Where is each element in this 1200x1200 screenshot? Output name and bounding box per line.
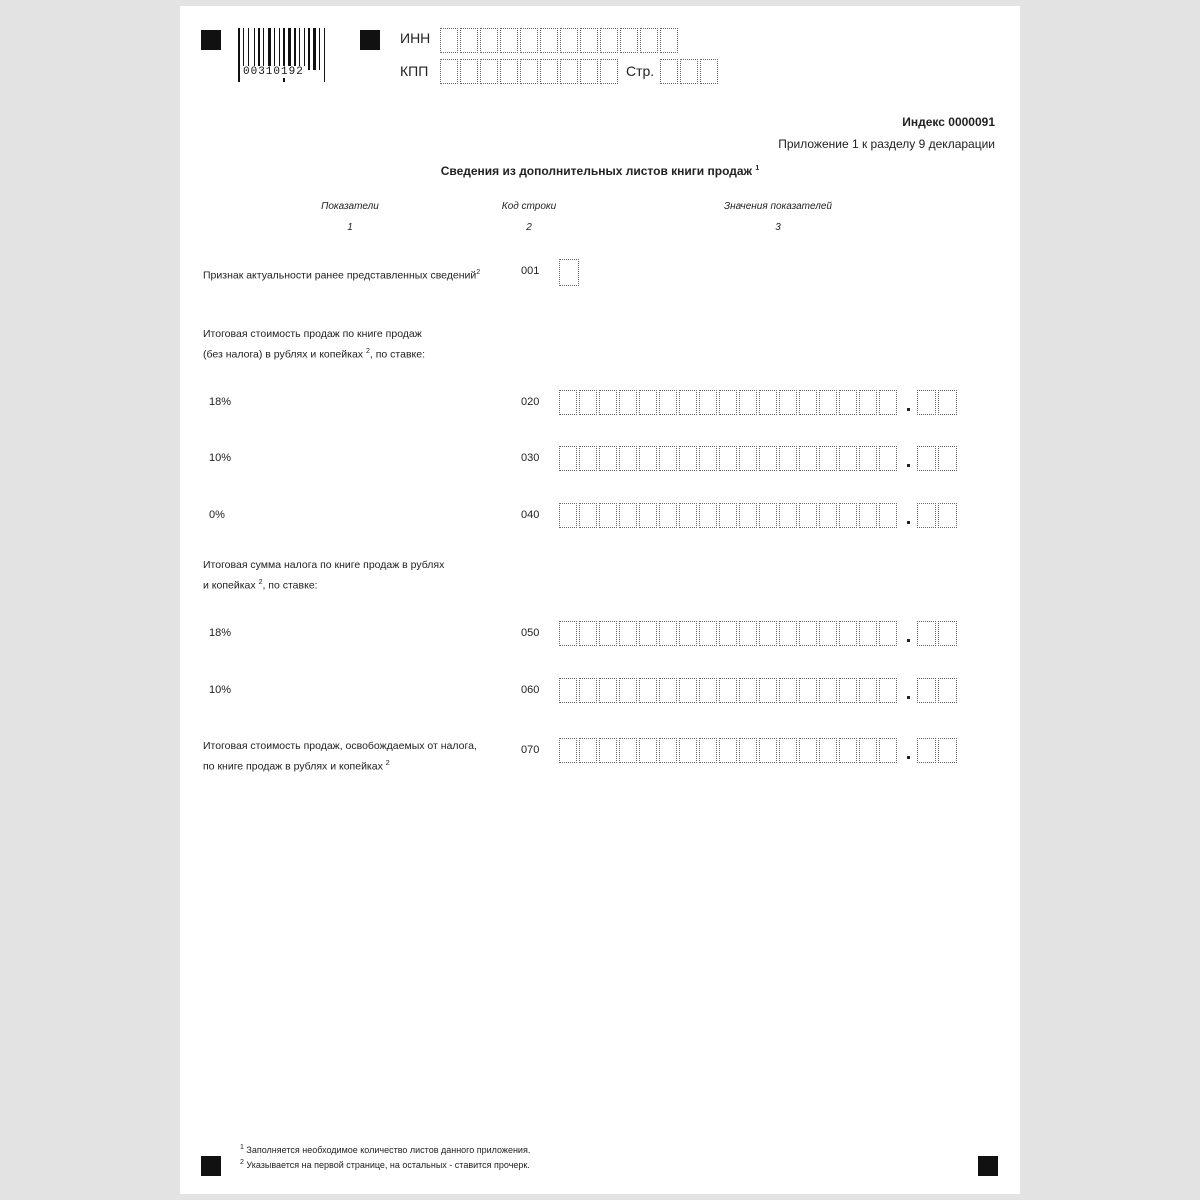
rubles-cell[interactable] <box>659 503 677 528</box>
rubles-cell[interactable] <box>699 503 717 528</box>
tax-sum-group-label: Итоговая сумма налога по книге продаж в рублях и копейках $^2$, по ставке: <box>203 559 445 592</box>
rubles-cell[interactable] <box>559 503 577 528</box>
rubles-cell[interactable] <box>779 390 797 415</box>
rubles-cell[interactable] <box>859 738 877 763</box>
inn-cell[interactable] <box>500 28 518 53</box>
rubles-cell[interactable] <box>859 621 877 646</box>
rubles-cell[interactable] <box>879 621 897 646</box>
inn-cell[interactable] <box>560 28 578 53</box>
barcode-bar <box>279 28 280 70</box>
barcode-bar <box>308 28 310 70</box>
rubles-cell[interactable] <box>839 678 857 703</box>
rubles-cell[interactable] <box>679 621 697 646</box>
rubles-cell[interactable] <box>779 738 797 763</box>
rubles-cell[interactable] <box>779 678 797 703</box>
kpp-cell[interactable] <box>540 59 558 84</box>
corner-marker-bottom-left <box>201 1156 221 1176</box>
rubles-cell[interactable] <box>679 446 697 471</box>
barcode-bar <box>274 28 275 70</box>
rubles-cell[interactable] <box>619 621 637 646</box>
rubles-cell[interactable] <box>879 678 897 703</box>
kpp-cell[interactable] <box>480 59 498 84</box>
rate-label: 18% <box>209 396 232 408</box>
inn-cell[interactable] <box>640 28 658 53</box>
kopecks-cell[interactable] <box>938 503 957 528</box>
rubles-cell[interactable] <box>579 503 597 528</box>
rubles-cell[interactable] <box>819 390 837 415</box>
rubles-cell[interactable] <box>739 621 757 646</box>
rubles-cell[interactable] <box>599 503 617 528</box>
kpp-cell[interactable] <box>440 59 458 84</box>
exempt-sales-group-label: Итоговая стоимость продаж, освобождаемых от налога, по книге продаж в рублях и копейках $^2$ <box>203 740 477 773</box>
line-code: 070 <box>521 744 540 756</box>
barcode-bar <box>324 28 325 82</box>
rubles-cell[interactable] <box>879 446 897 471</box>
rubles-cell[interactable] <box>719 390 737 415</box>
page-title: Сведения из дополнительных листов книги продаж $^1$ <box>440 164 760 178</box>
line-code: 020 <box>521 396 540 408</box>
barcode-bar <box>294 28 296 70</box>
kopecks-cell[interactable] <box>917 678 936 703</box>
inn-cell[interactable] <box>460 28 478 53</box>
appendix-label: Приложение 1 к разделу 9 декларации <box>778 137 995 151</box>
rubles-cell[interactable] <box>839 503 857 528</box>
rubles-cell[interactable] <box>779 446 797 471</box>
kopecks-cell[interactable] <box>938 738 957 763</box>
rubles-cell[interactable] <box>819 446 837 471</box>
barcode-bar <box>304 28 305 70</box>
kpp-cell[interactable] <box>500 59 518 84</box>
rubles-cell[interactable] <box>639 738 657 763</box>
rubles-cell[interactable] <box>559 621 577 646</box>
barcode-bar <box>243 28 244 70</box>
rubles-cell[interactable] <box>619 678 637 703</box>
rubles-cell[interactable] <box>859 390 877 415</box>
rubles-cell[interactable] <box>639 446 657 471</box>
page-number-cell[interactable] <box>700 59 718 84</box>
rubles-cell[interactable] <box>579 678 597 703</box>
inn-cell[interactable] <box>580 28 598 53</box>
kopecks-cell[interactable] <box>917 446 936 471</box>
rubles-cell[interactable] <box>599 446 617 471</box>
rubles-cell[interactable] <box>699 738 717 763</box>
kpp-cell[interactable] <box>600 59 618 84</box>
rubles-cell[interactable] <box>719 621 737 646</box>
rate-label: 18% <box>209 627 232 639</box>
rubles-cell[interactable] <box>739 738 757 763</box>
rubles-cell[interactable] <box>619 390 637 415</box>
barcode-bar <box>268 28 271 70</box>
kopecks-cell[interactable] <box>938 390 957 415</box>
rubles-cell[interactable] <box>799 621 817 646</box>
inn-cell[interactable] <box>540 28 558 53</box>
rubles-cell[interactable] <box>819 678 837 703</box>
rubles-cell[interactable] <box>579 621 597 646</box>
rubles-cell[interactable] <box>799 446 817 471</box>
page-number-cell[interactable] <box>660 59 678 84</box>
rubles-cell[interactable] <box>799 678 817 703</box>
line-001-label: Признак актуальности ранее представленных сведений$^2$ <box>203 269 481 282</box>
rubles-cell[interactable] <box>599 621 617 646</box>
kpp-cell[interactable] <box>460 59 478 84</box>
rubles-cell[interactable] <box>719 738 737 763</box>
rubles-cell[interactable] <box>859 503 877 528</box>
rubles-cell[interactable] <box>639 678 657 703</box>
sales-cost-group-label: Итоговая стоимость продаж по книге продаж (без налога) в рублях и копейках $^2$, по ставке: <box>203 328 425 361</box>
rubles-cell[interactable] <box>739 503 757 528</box>
rate-label: 0% <box>209 509 225 521</box>
barcode-bar <box>263 28 264 70</box>
rubles-cell[interactable] <box>579 446 597 471</box>
rubles-cell[interactable] <box>839 446 857 471</box>
kpp-label: КПП <box>400 63 429 79</box>
barcode-bar <box>288 28 291 70</box>
rubles-cell[interactable] <box>619 738 637 763</box>
rubles-cell[interactable] <box>859 678 877 703</box>
line-code: 050 <box>521 627 540 639</box>
rubles-cell[interactable] <box>879 390 897 415</box>
rubles-cell[interactable] <box>679 503 697 528</box>
kopecks-cell[interactable] <box>917 390 936 415</box>
rubles-cell[interactable] <box>699 621 717 646</box>
rubles-cell[interactable] <box>599 738 617 763</box>
rubles-cell[interactable] <box>619 446 637 471</box>
barcode-bar <box>258 28 260 70</box>
rubles-cell[interactable] <box>659 678 677 703</box>
inn-label: ИНН <box>400 30 431 46</box>
rubles-cell[interactable] <box>799 503 817 528</box>
corner-marker-top-mid <box>360 30 380 50</box>
rubles-cell[interactable] <box>759 503 777 528</box>
rubles-cell[interactable] <box>699 446 717 471</box>
decimal-separator <box>907 521 910 524</box>
rubles-cell[interactable] <box>639 621 657 646</box>
rubles-cell[interactable] <box>799 390 817 415</box>
rubles-cell[interactable] <box>579 738 597 763</box>
line-001-code: 001 <box>521 265 540 277</box>
rubles-cell[interactable] <box>859 446 877 471</box>
rubles-cell[interactable] <box>559 738 577 763</box>
barcode-bar <box>319 28 320 70</box>
rubles-cell[interactable] <box>839 621 857 646</box>
kopecks-cell[interactable] <box>938 446 957 471</box>
barcode-bar <box>254 28 255 70</box>
rubles-cell[interactable] <box>559 446 577 471</box>
rubles-cell[interactable] <box>739 678 757 703</box>
rubles-cell[interactable] <box>719 678 737 703</box>
rubles-cell[interactable] <box>719 446 737 471</box>
column-header-line-code: Код строки <box>501 201 557 212</box>
barcode-number: 00310192 <box>243 66 304 78</box>
rubles-cell[interactable] <box>879 503 897 528</box>
inn-cell[interactable] <box>440 28 458 53</box>
footnote-2: $^2$ Указывается на первой странице, на остальных - ставится прочерк. <box>240 1159 530 1170</box>
line-001-field[interactable] <box>559 259 579 286</box>
footnote-1: $^1$ Заполняется необходимое количество листов данного приложения. <box>240 1144 531 1155</box>
rubles-cell[interactable] <box>679 738 697 763</box>
rubles-cell[interactable] <box>819 503 837 528</box>
page-label: Стр. <box>626 63 655 79</box>
rubles-cell[interactable] <box>759 390 777 415</box>
rubles-cell[interactable] <box>639 390 657 415</box>
kpp-cell[interactable] <box>560 59 578 84</box>
decimal-separator <box>907 756 910 759</box>
form-page <box>180 6 1020 1194</box>
rubles-cell[interactable] <box>779 621 797 646</box>
kopecks-cell[interactable] <box>938 678 957 703</box>
rubles-cell[interactable] <box>679 678 697 703</box>
form-index: Индекс 0000091 <box>902 115 995 129</box>
decimal-separator <box>907 639 910 642</box>
rubles-cell[interactable] <box>719 503 737 528</box>
inn-cell[interactable] <box>600 28 618 53</box>
rate-label: 10% <box>209 684 232 696</box>
inn-cell[interactable] <box>660 28 678 53</box>
rubles-cell[interactable] <box>679 390 697 415</box>
kopecks-cell[interactable] <box>917 503 936 528</box>
rubles-cell[interactable] <box>819 621 837 646</box>
corner-marker-top-left <box>201 30 221 50</box>
inn-cell[interactable] <box>620 28 638 53</box>
kopecks-cell[interactable] <box>938 621 957 646</box>
rubles-cell[interactable] <box>739 390 757 415</box>
rubles-cell[interactable] <box>599 678 617 703</box>
rubles-cell[interactable] <box>799 738 817 763</box>
column-number-1: 1 <box>347 222 353 233</box>
column-header-values: Значения показателей <box>723 201 832 212</box>
line-code: 060 <box>521 684 540 696</box>
rubles-cell[interactable] <box>759 621 777 646</box>
rubles-cell[interactable] <box>659 621 677 646</box>
rubles-cell[interactable] <box>759 446 777 471</box>
decimal-separator <box>907 408 910 411</box>
rubles-cell[interactable] <box>839 738 857 763</box>
column-number-3: 3 <box>775 222 781 233</box>
barcode-bar <box>238 28 240 82</box>
decimal-separator <box>907 696 910 699</box>
barcode-bar <box>299 28 300 70</box>
rubles-cell[interactable] <box>599 390 617 415</box>
rubles-cell[interactable] <box>879 738 897 763</box>
page-number-cell[interactable] <box>680 59 698 84</box>
kopecks-cell[interactable] <box>917 621 936 646</box>
kopecks-cell[interactable] <box>917 738 936 763</box>
line-code: 030 <box>521 452 540 464</box>
kpp-cell[interactable] <box>520 59 538 84</box>
column-header-indicators: Показатели <box>321 201 379 212</box>
rubles-cell[interactable] <box>579 390 597 415</box>
inn-cell[interactable] <box>480 28 498 53</box>
rubles-cell[interactable] <box>699 678 717 703</box>
rubles-cell[interactable] <box>839 390 857 415</box>
rubles-cell[interactable] <box>759 738 777 763</box>
rubles-cell[interactable] <box>559 390 577 415</box>
rubles-cell[interactable] <box>739 446 757 471</box>
rate-label: 10% <box>209 452 232 464</box>
rubles-cell[interactable] <box>619 503 637 528</box>
kpp-cell[interactable] <box>580 59 598 84</box>
inn-cell[interactable] <box>520 28 538 53</box>
barcode-bar <box>313 28 316 70</box>
corner-marker-bottom-right <box>978 1156 998 1176</box>
decimal-separator <box>907 464 910 467</box>
column-number-2: 2 <box>526 222 532 233</box>
rubles-cell[interactable] <box>759 678 777 703</box>
barcode-bar <box>248 28 249 70</box>
rubles-cell[interactable] <box>559 678 577 703</box>
rubles-cell[interactable] <box>659 738 677 763</box>
rubles-cell[interactable] <box>639 503 657 528</box>
rubles-cell[interactable] <box>699 390 717 415</box>
rubles-cell[interactable] <box>779 503 797 528</box>
rubles-cell[interactable] <box>819 738 837 763</box>
rubles-cell[interactable] <box>659 390 677 415</box>
line-code: 040 <box>521 509 540 521</box>
rubles-cell[interactable] <box>659 446 677 471</box>
